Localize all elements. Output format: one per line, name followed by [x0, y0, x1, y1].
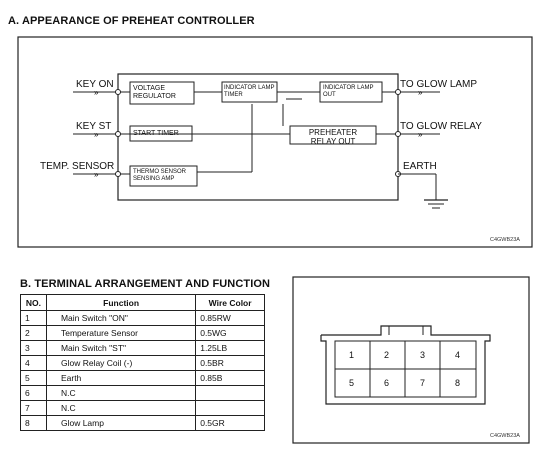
section-a-title: A. APPEARANCE OF PREHEAT CONTROLLER: [8, 15, 255, 27]
connector-pin-7: 7: [420, 378, 426, 388]
cell-no: 4: [21, 356, 47, 371]
voltage-regulator-line-1: VOLTAGE: [133, 85, 166, 92]
earth-label: EARTH: [403, 161, 437, 172]
key-st-arrow: »: [94, 130, 99, 139]
connector-pin-8: 8: [455, 378, 461, 388]
cell-wire-color: 0.85RW: [196, 311, 265, 326]
connector-pin-3: 3: [420, 350, 426, 360]
cell-function: Glow Relay Coil (-): [46, 356, 195, 371]
figure-code-a: C4GWB23A: [490, 237, 520, 243]
connector-pin-4: 4: [455, 350, 461, 360]
cell-wire-color: 0.5WG: [196, 326, 265, 341]
key-st-label: KEY ST: [76, 121, 112, 132]
cell-no: 3: [21, 341, 47, 356]
glow-lamp-label: TO GLOW LAMP: [400, 79, 478, 90]
indicator-lamp-timer-line-1: INDICATOR LAMP: [224, 85, 275, 91]
key-on-arrow: »: [94, 88, 99, 97]
glow-relay-label: TO GLOW RELAY: [400, 121, 482, 132]
indicator-lamp-out-line-2: OUT: [323, 92, 336, 98]
cell-wire-color: 1.25LB: [196, 341, 265, 356]
cell-no: 1: [21, 311, 47, 326]
cell-no: 7: [21, 401, 47, 416]
cell-function: Main Switch "ON": [46, 311, 195, 326]
voltage-regulator-line-2: REGULATOR: [133, 93, 176, 100]
start-timer-label: START TIMER: [133, 130, 179, 137]
cell-function: Temperature Sensor: [46, 326, 195, 341]
key-on-label: KEY ON: [76, 79, 114, 90]
header-wire-color: Wire Color: [196, 295, 265, 311]
connector-pin-1: 1: [349, 350, 355, 360]
connector-pin-5: 5: [349, 378, 355, 388]
preheater-relay-out-line-1: PREHEATER: [308, 128, 358, 137]
indicator-lamp-timer-line-2: TIMER: [224, 92, 243, 98]
cell-wire-color: 0.5BR: [196, 356, 265, 371]
preheater-relay-out-line-2: RELAY OUT: [310, 137, 356, 146]
cell-no: 5: [21, 371, 47, 386]
temp-sensor-label: TEMP. SENSOR: [40, 161, 115, 172]
cell-no: 2: [21, 326, 47, 341]
cell-function: Glow Lamp: [46, 416, 195, 431]
glow-relay-arrow: »: [418, 130, 423, 139]
cell-function: N.C: [46, 386, 195, 401]
header-function: Function: [46, 295, 195, 311]
header-no: NO.: [21, 295, 47, 311]
cell-no: 8: [21, 416, 47, 431]
connector-pin-2: 2: [384, 350, 390, 360]
connector-frame: [293, 277, 529, 443]
cell-wire-color: 0.5GR: [196, 416, 265, 431]
thermo-sensor-line-1: THERMO SENSOR: [133, 169, 187, 175]
figure-code-b: C4GWB23A: [490, 433, 520, 439]
thermo-sensor-line-2: SENSING AMP: [133, 176, 175, 182]
temp-sensor-arrow: »: [94, 170, 99, 179]
indicator-lamp-out-line-1: INDICATOR LAMP: [323, 85, 374, 91]
cell-function: Main Switch "ST": [46, 341, 195, 356]
cell-wire-color: 0.85B: [196, 371, 265, 386]
glow-lamp-arrow: »: [418, 88, 423, 97]
cell-no: 6: [21, 386, 47, 401]
cell-function: Earth: [46, 371, 195, 386]
connector-pin-6: 6: [384, 378, 390, 388]
section-b-title: B. TERMINAL ARRANGEMENT AND FUNCTION: [20, 278, 271, 290]
cell-function: N.C: [46, 401, 195, 416]
